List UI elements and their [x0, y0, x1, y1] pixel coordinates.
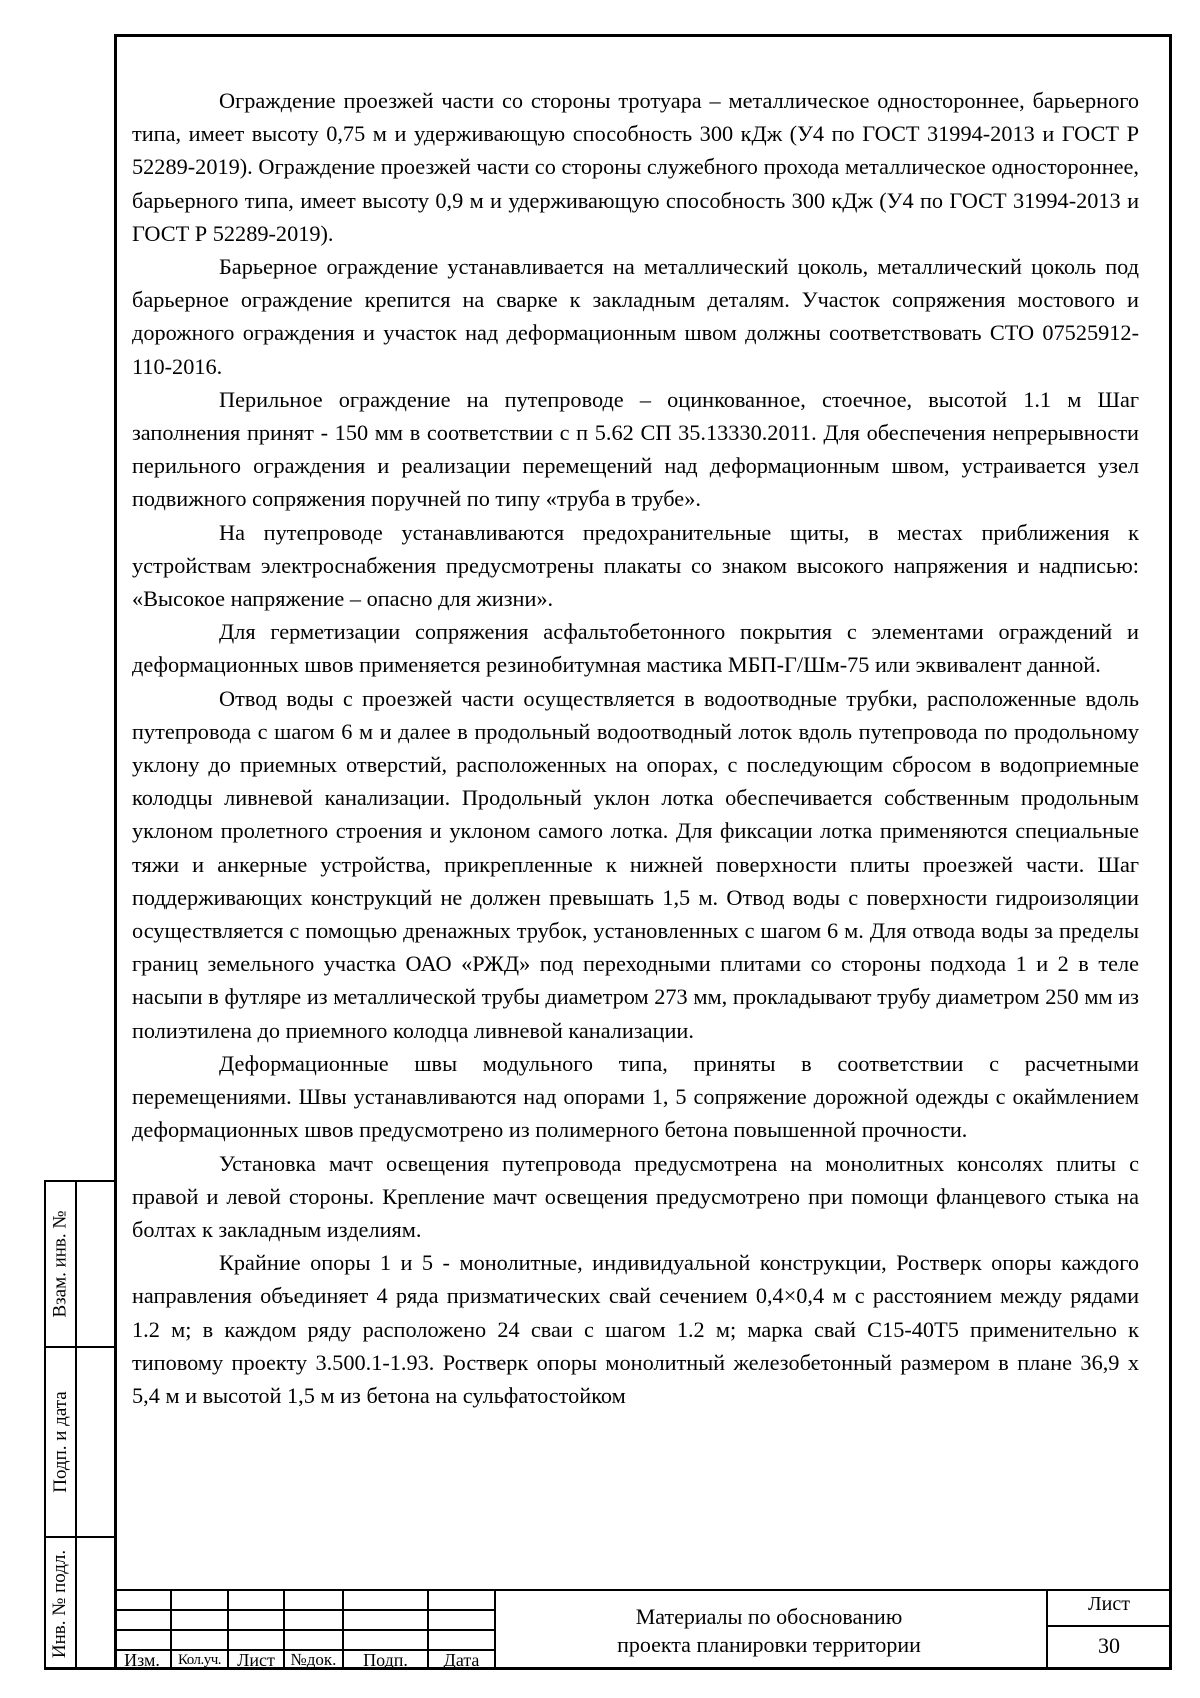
stamp-caption-data: Дата: [443, 1650, 480, 1670]
stamp-caption-koluch: Кол.уч.: [177, 1652, 222, 1668]
document-title-line2: проекта планировки территории: [617, 1632, 921, 1657]
side-label-podp-data: Подп. и дата: [49, 1391, 71, 1493]
side-label-inv-podl: Инв. № подл.: [49, 1549, 71, 1658]
stamp-caption-list: Лист: [237, 1650, 275, 1670]
side-cell-podp-data: [47, 1348, 74, 1536]
side-cell-vzam-inv: [47, 1182, 74, 1346]
side-label-vzam-inv: Взам. инв. №: [49, 1210, 71, 1318]
paragraph-abutments: Крайние опоры 1 и 5 - монолитные, индивидуальной конструкции, Ростверк опоры каждого направления объединяет 4 ряда призматических свай сечением 0,4×0,4 м с расстоянием между рядами 1.2 м; в каждом ряду расположено 24 сваи с шагом 1.2 м; марка свай С15-40Т5 применительно к типовому проекту 3.500.1-1.93. Ростверк опоры монолитный железобетонный размером в плане 36,9 х 5,4 м и высотой 1,5 м из бетона на сульфатостойком: [132, 1250, 1139, 1408]
side-divider: [75, 1182, 77, 1667]
paragraph-railing-carriageway: Ограждение проезжей части со стороны тротуара – металлическое одностороннее, барьерного типа, имеет высоту 0,75 м и удерживающую способность 300 кДж (У4 по ГОСТ 31994-2013 и ГОСТ Р 52289-2019). Ограждение проезжей части со стороны служебного прохода металлическое одностороннее, барьерного типа, имеет высоту 0,9 м и удерживающую способность 300 кДж (У4 по ГОСТ 31994-2013 и ГОСТ Р 52289-2019).: [132, 88, 1139, 246]
side-strip: [44, 1180, 114, 1670]
paragraph-drainage: Отвод воды с проезжей части осуществляется в водоотводные трубки, расположенные вдоль путепровода с шагом 6 м и далее в продольный водоотводный лоток вдоль путепровода по продольному уклону до приемных отверстий, расположенных на опорах, с последующим сбросом в водоприемные колодцы ливневой канализации. Продольный уклон лотка обеспечивается собственным продольным уклоном пролетного строения и уклоном самого лотка. Для фиксации лотка применяются специальные тяжи и анкерные устройства, прикрепленные к нижней поверхности плиты проезжей части. Шаг поддерживающих конструкций не должен превышать 1,5 м. Отвод воды с поверхности гидроизоляции осуществляется с помощью дренажных трубок, установленных с шагом 6 м. Для отвода воды за пределы границ земельного участка ОАО «РЖД» под переходными плитами со стороны подхода 1 и 2 в теле насыпи в футляре из металлической трубы диаметром 273 мм, прокладывают трубу диаметром 250 мм из полиэтилена до приемного колодца ливневой канализации.: [132, 685, 1139, 1043]
title-block: [114, 1589, 1172, 1670]
stamp-caption-podp: Подп.: [363, 1650, 408, 1670]
paragraph-lighting-masts: Установка мачт освещения путепровода предусмотрена на монолитных консолях плиты с правой и левой стороны. Крепление мачт освещения предусмотрено при помощи фланцевого стыка на болтах к закладным изделиям.: [132, 1150, 1139, 1242]
paragraph-barrier-plinth: Барьерное ограждение устанавливается на металлический цоколь, металлический цоколь под барьерное ограждение крепится на сварке к закладным деталям. Участок сопряжения мостового и дорожного ограждения и участок над деформационным швом должны соответствовать СТО 07525912-110-2016.: [132, 254, 1139, 379]
side-cell-inv-podl: [47, 1538, 74, 1669]
document-body: [132, 84, 1139, 1412]
paragraph-handrail: Перильное ограждение на путепроводе – оцинкованное, стоечное, высотой 1.1 м Шаг заполнения принят - 150 мм в соответствии с п 5.62 СП 35.13330.2011. Для обеспечения непрерывности перильного ограждения и реализации перемещений над деформационным швом, устраивается узел подвижного сопряжения поручней по типу «труба в трубе».: [132, 386, 1139, 512]
sheet-label: Лист: [1088, 1593, 1130, 1615]
paragraph-safety-shields: На путепроводе устанавливаются предохранительные щиты, в местах приближения к устройствам электроснабжения предусмотрены плакаты со знаком высокого напряжения и надписью: «Высокое напряжение – опасно для жизни».: [132, 519, 1139, 612]
document-title-line1: Материалы по обоснованию: [635, 1604, 903, 1629]
stamp-caption-ndok: №док.: [290, 1650, 337, 1669]
paragraph-expansion-joints: Деформационные швы модульного типа, приняты в соответствии с расчетными перемещениями. Швы устанавливаются над опорами 1, 5 сопряжение дорожной одежды с окаймлением деформационных швов предусмотрено из полимерного бетона повышенной прочности.: [132, 1050, 1139, 1143]
stamp-caption-izm: Изм.: [124, 1650, 160, 1670]
stamp-top-line: [114, 1589, 1172, 1591]
document-title: [494, 1603, 1044, 1659]
paragraph-sealing: Для герметизации сопряжения асфальтобетонного покрытия с элементами ограждений и деформационных швов применяется резинобитумная мастика МБП-Г/Шм-75 или эквивалент данной.: [132, 619, 1139, 678]
sheet-number: 30: [1098, 1633, 1120, 1658]
